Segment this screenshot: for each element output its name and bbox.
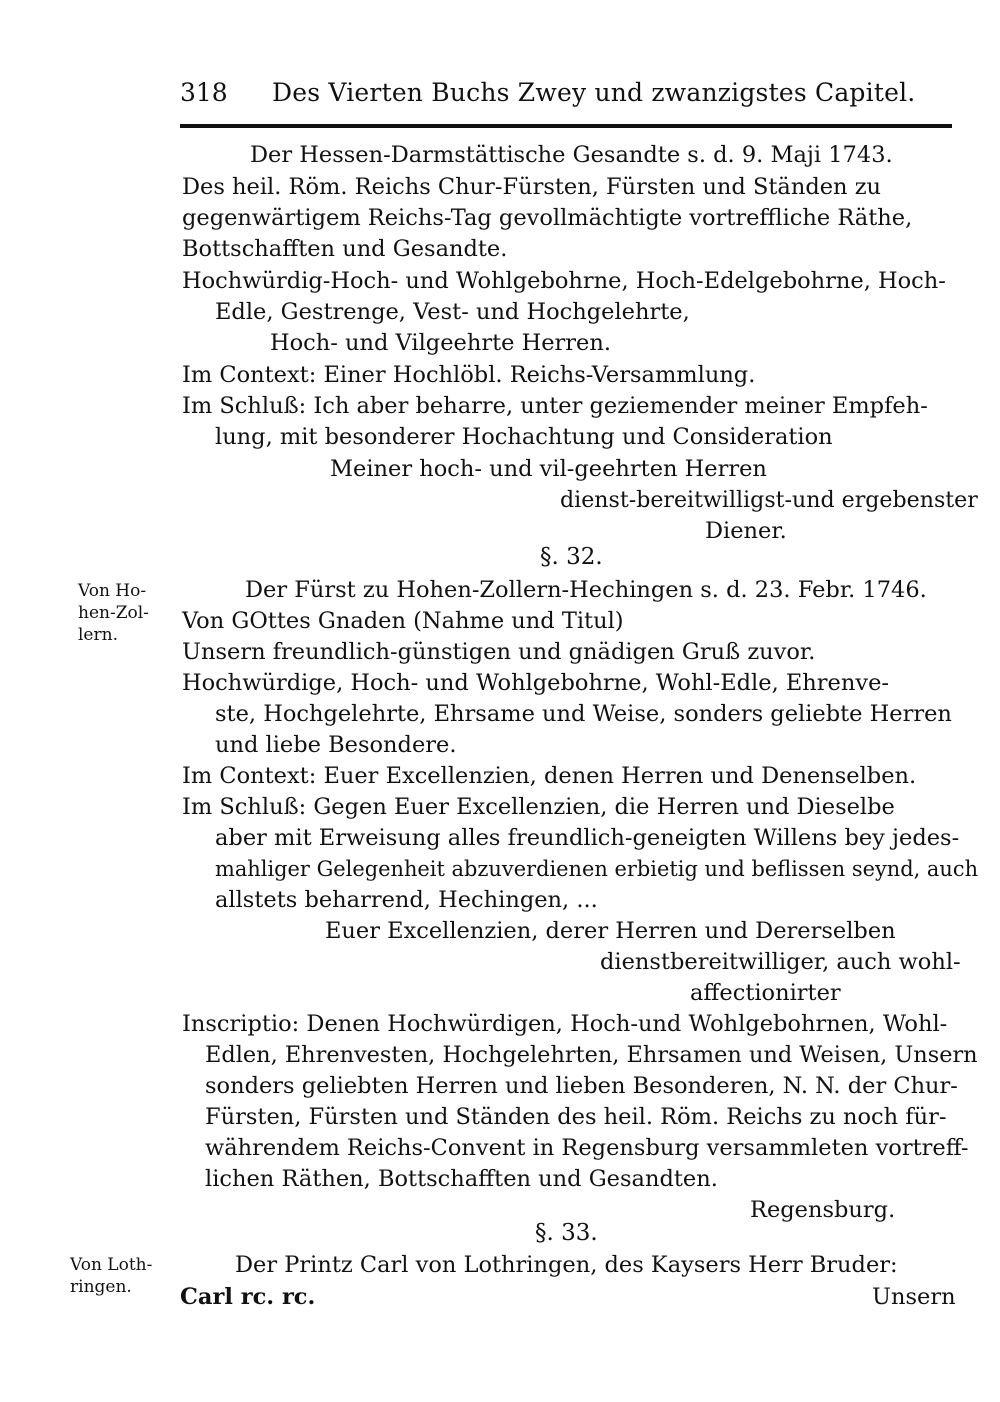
text-line: Der Printz Carl von Lothringen, des Kaysers Herr Bruder: <box>235 1252 898 1278</box>
text-line: lichen Räthen, Bottschafften und Gesandten. <box>205 1166 718 1192</box>
text-line: lung, mit besonderer Hochachtung und Consideration <box>215 424 833 450</box>
running-title: Des Vierten Buchs Zwey und zwanzigstes Capitel. <box>272 78 916 107</box>
text-line: Unsern <box>872 1284 956 1310</box>
text-line: Unsern freundlich-günstigen und gnädigen Gruß zuvor. <box>182 639 816 665</box>
text-line: Edle, Gestrenge, Vest- und Hochgelehrte, <box>215 299 690 325</box>
margin-note: Von Ho- <box>78 581 147 601</box>
text-line: Hochwürdige, Hoch- und Wohlgebohrne, Wohl-Edle, Ehrenve- <box>182 670 889 696</box>
text-line: Edlen, Ehrenvesten, Hochgelehrten, Ehrsamen und Weisen, Unsern <box>205 1042 978 1068</box>
text-line: Von GOttes Gnaden (Nahme und Titul) <box>182 608 624 634</box>
text-line: Des heil. Röm. Reichs Chur-Fürsten, Fürsten und Ständen zu <box>182 174 882 200</box>
text-line: Euer Excellenzien, derer Herren und Dererselben <box>325 918 896 944</box>
text-line: dienstbereitwilliger, auch wohl- <box>600 949 961 975</box>
text-line: aber mit Erweisung alles freundlich-geneigten Willens bey jedes- <box>215 825 960 851</box>
margin-note: ringen. <box>70 1277 132 1297</box>
margin-note: Von Loth- <box>70 1255 153 1275</box>
header-rule <box>180 124 952 128</box>
text-line: gegenwärtigem Reichs-Tag gevollmächtigte vortreffliche Räthe, <box>182 205 913 231</box>
text-line: Der Hessen-Darmstättische Gesandte s. d. 9. Maji 1743. <box>250 142 893 168</box>
text-line: Carl rc. rc. <box>180 1284 316 1310</box>
text-line: ste, Hochgelehrte, Ehrsame und Weise, sonders geliebte Herren <box>215 701 952 727</box>
margin-note: lern. <box>78 625 118 645</box>
text-line: Fürsten, Fürsten und Ständen des heil. Röm. Reichs zu noch für- <box>205 1104 947 1130</box>
text-line: Hochwürdig-Hoch- und Wohlgebohrne, Hoch-Edelgebohrne, Hoch- <box>182 268 946 294</box>
text-line: währendem Reichs-Convent in Regensburg versammleten vortreff- <box>205 1135 969 1161</box>
text-line: und liebe Besondere. <box>215 732 457 758</box>
text-line: Der Fürst zu Hohen-Zollern-Hechingen s. d. 23. Febr. 1746. <box>245 577 927 603</box>
text-line: Hoch- und Vilgeehrte Herren. <box>270 330 611 356</box>
text-line: mahliger Gelegenheit abzuverdienen erbietig und beflissen seynd, auch <box>215 857 979 881</box>
text-line: allstets beharrend, Hechingen, ... <box>215 887 598 913</box>
page-number: 318 <box>180 78 228 107</box>
text-line: Regensburg. <box>750 1197 896 1223</box>
text-line: Im Context: Einer Hochlöbl. Reichs-Versammlung. <box>182 362 756 388</box>
text-line: Meiner hoch- und vil-geehrten Herren <box>330 456 767 482</box>
text-line: Im Context: Euer Excellenzien, denen Herren und Denenselben. <box>182 763 917 789</box>
section-heading: §. 33. <box>535 1220 598 1246</box>
margin-note: hen-Zol- <box>78 603 149 623</box>
text-line: Im Schluß: Ich aber beharre, unter geziemender meiner Empfeh- <box>182 393 928 419</box>
section-heading: §. 32. <box>540 544 603 570</box>
text-line: Bottschafften und Gesandte. <box>182 236 508 262</box>
text-line: Diener. <box>705 518 787 544</box>
text-line: sonders geliebten Herren und lieben Besonderen, N. N. der Chur- <box>205 1073 958 1099</box>
text-line: Im Schluß: Gegen Euer Excellenzien, die Herren und Dieselbe <box>182 794 895 820</box>
text-line: Inscriptio: Denen Hochwürdigen, Hoch-und Wohlgebohrnen, Wohl- <box>182 1011 948 1037</box>
text-line: affectionirter <box>690 980 841 1006</box>
text-line: dienst-bereitwilligst-und ergebenster <box>560 487 978 513</box>
